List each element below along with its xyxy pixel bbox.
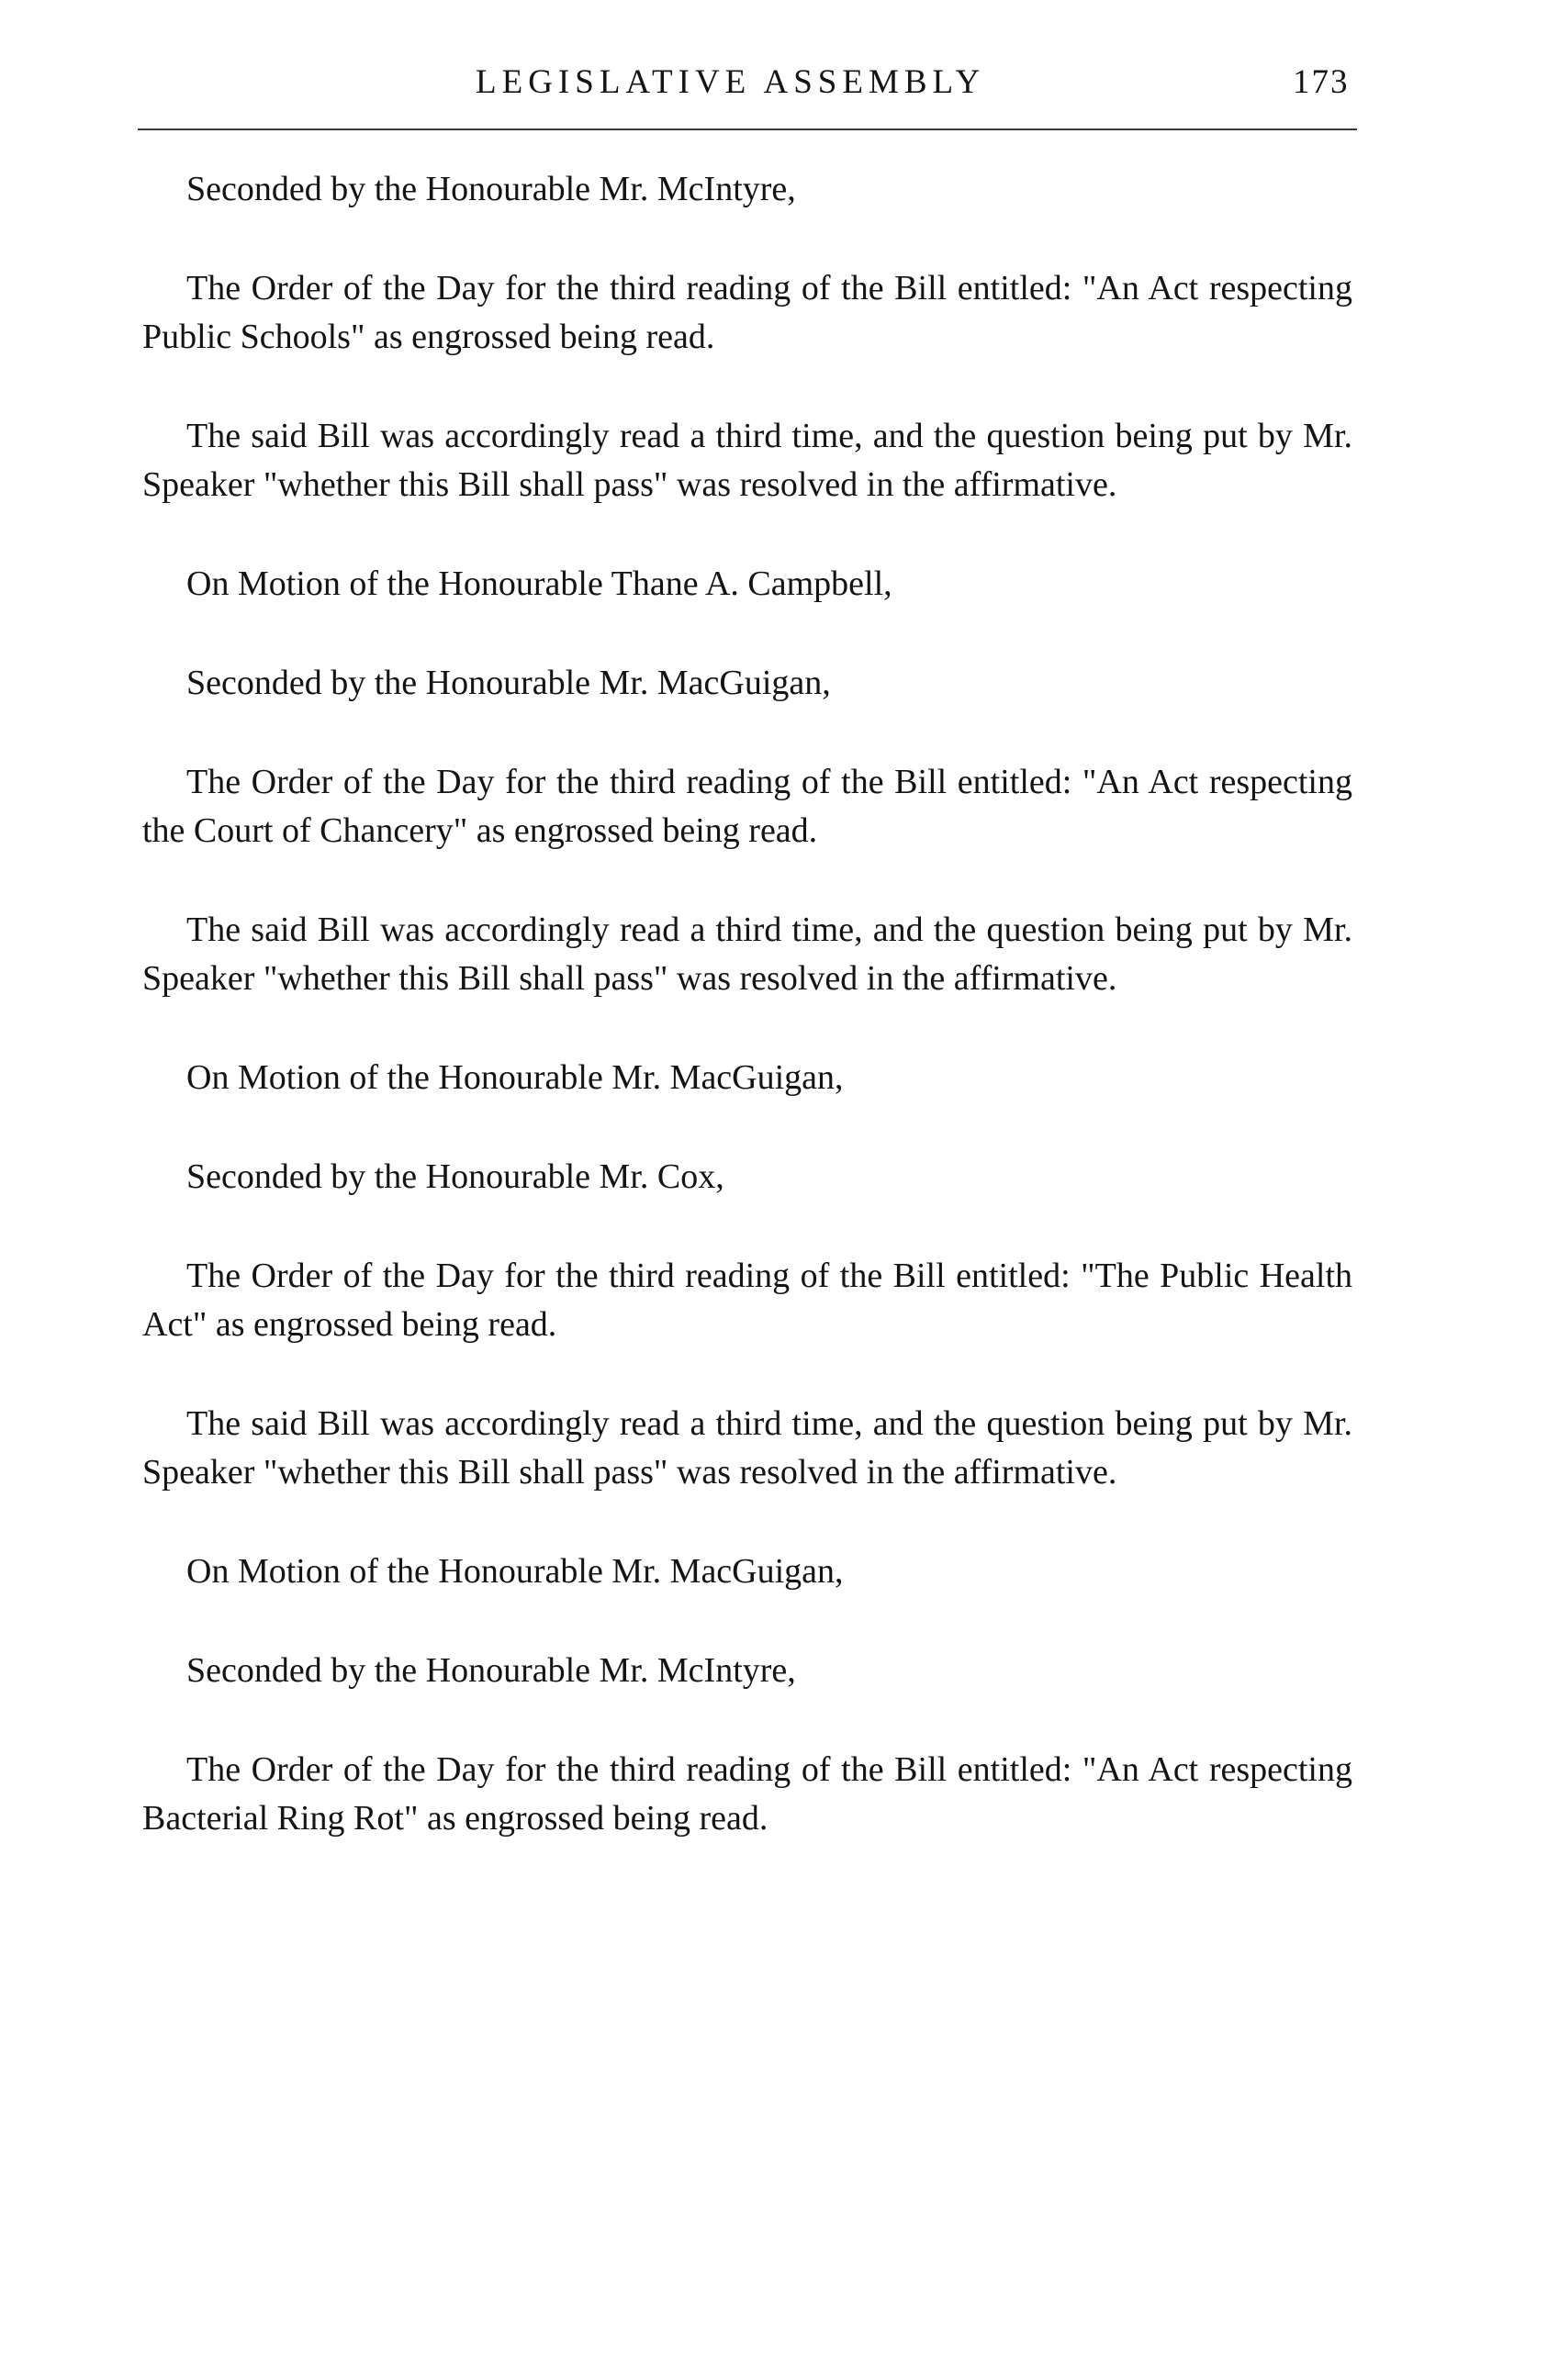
document-body (142, 165, 1352, 1894)
page-header (0, 62, 1559, 117)
page-number: 173 (1293, 63, 1350, 101)
paragraph: The said Bill was accordingly read a third time, and the question being put by Mr. Speaker "whether this Bill shall pass" was resolved in the affirmative. (142, 911, 1352, 998)
paragraph: The Order of the Day for the third reading of the Bill entitled: "An Act respecting the Court of Chancery" as engrossed being read. (142, 763, 1352, 850)
paragraph: Seconded by the Honourable Mr. Cox, (186, 1157, 724, 1196)
paragraph: Seconded by the Honourable Mr. McIntyre, (186, 170, 796, 208)
paragraph: The Order of the Day for the third reading of the Bill entitled: "The Public Health Act" as engrossed being read. (142, 1257, 1352, 1344)
paragraph: On Motion of the Honourable Mr. MacGuigan, (186, 1552, 844, 1591)
paragraph: The Order of the Day for the third reading of the Bill entitled: "An Act respecting Bacterial Ring Rot" as engrossed being read. (142, 1750, 1352, 1838)
paragraph: The said Bill was accordingly read a third time, and the question being put by Mr. Speaker "whether this Bill shall pass" was resolved in the affirmative. (142, 417, 1352, 504)
paragraph: Seconded by the Honourable Mr. MacGuigan, (186, 664, 831, 702)
paragraph: On Motion of the Honourable Mr. MacGuigan, (186, 1058, 844, 1097)
paragraph: The said Bill was accordingly read a third time, and the question being put by Mr. Speaker "whether this Bill shall pass" was resolved in the affirmative. (142, 1404, 1352, 1492)
paragraph: Seconded by the Honourable Mr. McIntyre, (186, 1651, 796, 1690)
paragraph: On Motion of the Honourable Thane A. Campbell, (186, 564, 892, 603)
header-rule (138, 128, 1357, 130)
paragraph: The Order of the Day for the third reading of the Bill entitled: "An Act respecting Public Schools" as engrossed being read. (142, 269, 1352, 356)
running-header-title: LEGISLATIVE ASSEMBLY (476, 63, 986, 101)
